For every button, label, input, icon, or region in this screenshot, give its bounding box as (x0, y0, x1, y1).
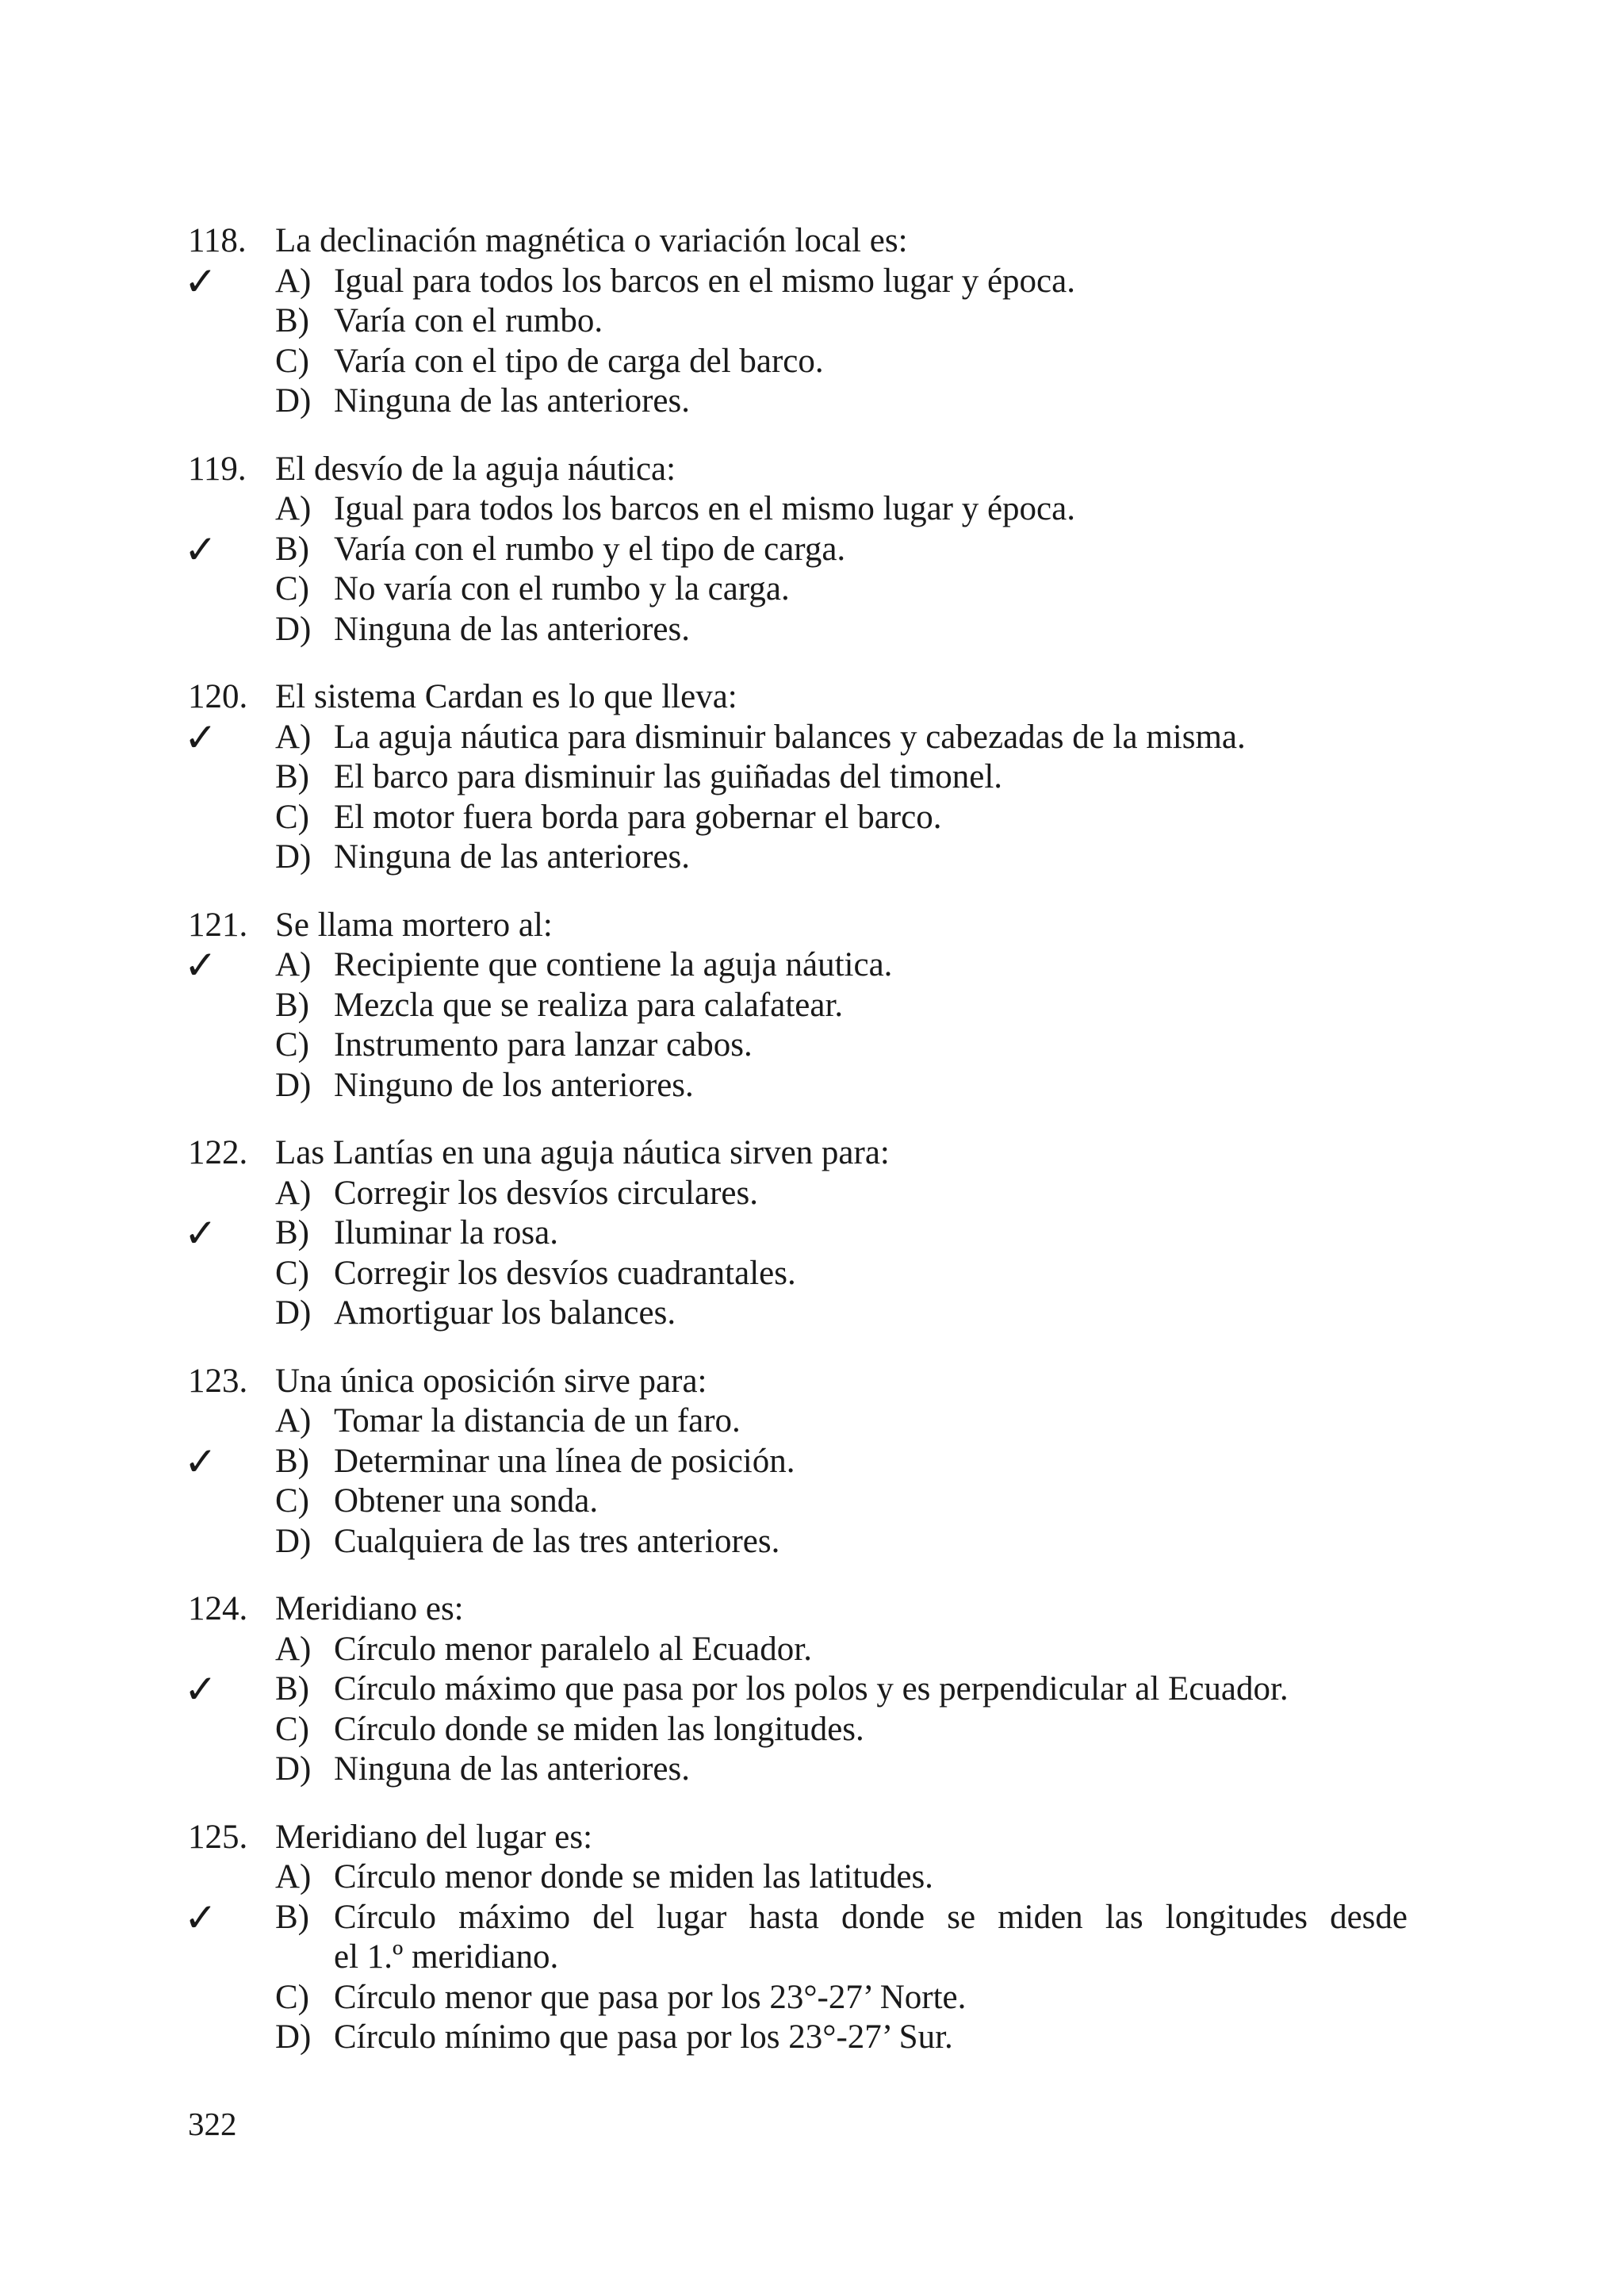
option-letter: C) (275, 1482, 309, 1520)
option-letter: B) (275, 1442, 309, 1480)
option-letter: C) (275, 798, 309, 836)
page-number: 322 (188, 2106, 237, 2142)
option-letter: A) (275, 718, 312, 756)
option-letter: A) (275, 946, 312, 983)
option-letter: D) (275, 2018, 312, 2056)
checkmark-icon: ✓ (184, 1210, 217, 1256)
option-letter: C) (275, 570, 309, 608)
question-text: Una única oposición sirve para: (275, 1362, 707, 1400)
checkmark-icon: ✓ (184, 1666, 217, 1712)
question-text: Meridiano es: (275, 1590, 464, 1627)
question-number: 125. (188, 1818, 248, 1856)
option-letter: A) (275, 1174, 312, 1212)
option-letter: A) (275, 490, 312, 527)
option-letter: A) (275, 1858, 312, 1895)
question-text: El sistema Cardan es lo que lleva: (275, 678, 737, 715)
option-letter: B) (275, 986, 309, 1024)
option-text: Corregir los desvíos cuadrantales. (334, 1254, 796, 1292)
option-text-continuation: el 1.º meridiano. (334, 1938, 559, 1976)
question-number: 119. (188, 450, 247, 488)
checkmark-icon: ✓ (184, 714, 217, 761)
option-text: Ninguna de las anteriores. (334, 382, 690, 420)
option-letter: C) (275, 1026, 309, 1064)
option-text: El barco para disminuir las guiñadas del timonel. (334, 758, 1003, 795)
question-text: Se llama mortero al: (275, 906, 553, 944)
option-text: Varía con el tipo de carga del barco. (334, 342, 824, 380)
question-text: La declinación magnética o variación local es: (275, 222, 908, 259)
option-text: Ninguna de las anteriores. (334, 838, 690, 876)
option-text: Igual para todos los barcos en el mismo lugar y época. (334, 262, 1075, 300)
option-letter: D) (275, 1294, 312, 1332)
option-text: Círculo máximo del lugar hasta donde se miden las longitudes desde (334, 1898, 1408, 1936)
option-letter: D) (275, 610, 312, 648)
option-letter: A) (275, 262, 312, 300)
option-text: Círculo menor donde se miden las latitudes. (334, 1858, 933, 1895)
option-text: Instrumento para lanzar cabos. (334, 1026, 753, 1064)
option-letter: B) (275, 302, 309, 339)
option-letter: B) (275, 1214, 309, 1251)
option-text: Igual para todos los barcos en el mismo lugar y época. (334, 490, 1075, 527)
checkmark-icon: ✓ (184, 258, 217, 305)
question-text: El desvío de la aguja náutica: (275, 450, 676, 488)
option-text: Amortiguar los balances. (334, 1294, 676, 1332)
option-text: Mezcla que se realiza para calafatear. (334, 986, 844, 1024)
option-text: Círculo mínimo que pasa por los 23°-27’ Sur. (334, 2018, 953, 2056)
option-letter: A) (275, 1402, 312, 1439)
option-letter: C) (275, 342, 309, 380)
question-number: 121. (188, 906, 248, 944)
question-number: 122. (188, 1134, 248, 1171)
option-letter: C) (275, 1254, 309, 1292)
option-letter: D) (275, 382, 312, 420)
option-letter: D) (275, 1522, 312, 1560)
option-text: Varía con el rumbo y el tipo de carga. (334, 530, 846, 568)
question-text: Las Lantías en una aguja náutica sirven para: (275, 1134, 890, 1171)
option-text: Círculo menor que pasa por los 23°-27’ Norte. (334, 1978, 967, 2016)
option-letter: B) (275, 530, 309, 568)
option-letter: C) (275, 1710, 309, 1748)
question-number: 124. (188, 1590, 248, 1627)
option-text: Recipiente que contiene la aguja náutica. (334, 946, 893, 983)
option-text: La aguja náutica para disminuir balances y cabezadas de la misma. (334, 718, 1246, 756)
question-number: 118. (188, 222, 247, 259)
option-text: Ninguno de los anteriores. (334, 1066, 694, 1104)
option-text: Círculo máximo que pasa por los polos y es perpendicular al Ecuador. (334, 1670, 1289, 1708)
checkmark-icon: ✓ (184, 1438, 217, 1485)
option-text: Determinar una línea de posición. (334, 1442, 795, 1480)
question-number: 120. (188, 678, 248, 715)
option-text: Tomar la distancia de un faro. (334, 1402, 741, 1439)
question-number: 123. (188, 1362, 248, 1400)
option-text: Varía con el rumbo. (334, 302, 603, 339)
option-letter: D) (275, 838, 312, 876)
option-letter: A) (275, 1630, 312, 1668)
option-text: No varía con el rumbo y la carga. (334, 570, 790, 608)
option-letter: B) (275, 1898, 309, 1936)
option-text: Obtener una sonda. (334, 1482, 599, 1520)
option-text: Ninguna de las anteriores. (334, 610, 690, 648)
checkmark-icon: ✓ (184, 1894, 217, 1941)
option-text: El motor fuera borda para gobernar el barco. (334, 798, 942, 836)
option-text: Ninguna de las anteriores. (334, 1750, 690, 1788)
option-letter: D) (275, 1750, 312, 1788)
option-text: Círculo donde se miden las longitudes. (334, 1710, 864, 1748)
option-letter: B) (275, 758, 309, 795)
option-text: Círculo menor paralelo al Ecuador. (334, 1630, 812, 1668)
option-letter: C) (275, 1978, 309, 2016)
option-letter: B) (275, 1670, 309, 1708)
option-text: Corregir los desvíos circulares. (334, 1174, 758, 1212)
option-text: Iluminar la rosa. (334, 1214, 558, 1251)
question-text: Meridiano del lugar es: (275, 1818, 593, 1856)
checkmark-icon: ✓ (184, 942, 217, 988)
option-text: Cualquiera de las tres anteriores. (334, 1522, 780, 1560)
option-letter: D) (275, 1066, 312, 1104)
checkmark-icon: ✓ (184, 526, 217, 573)
